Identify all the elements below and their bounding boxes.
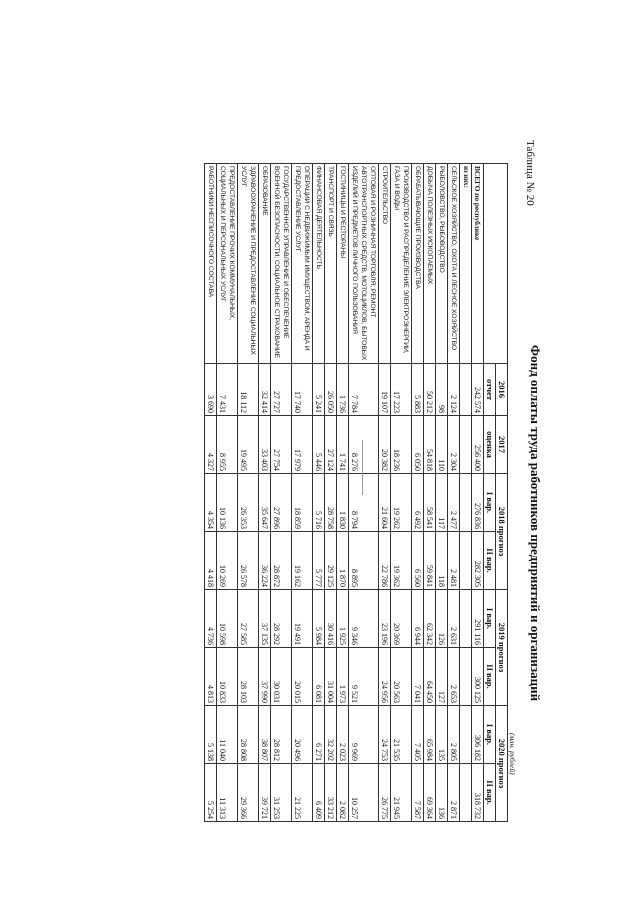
value-cell: 7 587 — [412, 764, 424, 822]
value-cell — [460, 706, 472, 764]
value-cell: 136 — [436, 764, 448, 822]
row-label: ПРЕДОСТАВЛЕНИЕ ПРОЧИХ КОММУНАЛЬНЫХ, СОЦИАЛЬНЫХ И ПЕРСОНАЛЬНЫХ УСЛУГ — [217, 164, 238, 364]
value-cell: 58 541 — [424, 474, 436, 532]
value-cell: 20 496 — [292, 706, 313, 764]
header-label-cell — [484, 164, 508, 364]
value-cell: 11 040 — [217, 706, 238, 764]
value-cell: 306 182 — [472, 706, 484, 764]
value-cell: 8 955 — [217, 416, 238, 474]
header-sub: I вар. — [484, 706, 496, 764]
header-year: 2018 прогноз — [496, 474, 508, 590]
value-cell: 28 292 — [271, 590, 292, 648]
value-cell: 8 794 — [349, 474, 379, 532]
value-cell — [460, 532, 472, 590]
value-cell: 65 984 — [424, 706, 436, 764]
value-cell: 18 236 — [391, 416, 412, 474]
value-cell: 18 112 — [238, 364, 259, 416]
header-sub: II вар. — [484, 648, 496, 706]
value-cell: 64 450 — [424, 648, 436, 706]
value-cell: 2 023 — [337, 706, 349, 764]
header-year: 2020 прогноз — [496, 706, 508, 822]
value-cell: 291 116 — [472, 590, 484, 648]
value-cell: 19 491 — [292, 590, 313, 648]
value-cell: 98 — [436, 364, 448, 416]
value-cell: 37 135 — [259, 590, 271, 648]
value-cell: 69 364 — [424, 764, 436, 822]
value-cell — [460, 416, 472, 474]
value-cell: 36 224 — [259, 532, 271, 590]
value-cell: 20 382 — [379, 416, 391, 474]
value-cell: 118 — [436, 532, 448, 590]
row-label: из них: — [460, 164, 472, 364]
value-cell: 28 758 — [325, 474, 337, 532]
value-cell: 31 253 — [271, 764, 292, 822]
value-cell: 242 574 — [472, 364, 484, 416]
value-cell: 20 563 — [391, 648, 412, 706]
value-cell: 24 753 — [379, 706, 391, 764]
value-cell: 126 — [436, 590, 448, 648]
table-body — [205, 164, 484, 822]
value-cell: 2 124 — [448, 364, 460, 416]
value-cell: 32 202 — [325, 706, 337, 764]
row-label: ОБРАБАТЫВАЮЩИЕ ПРОИЗВОДСТВА — [412, 164, 424, 364]
table-row — [271, 164, 292, 822]
value-cell: 110 — [436, 416, 448, 474]
table-title: Фонд оплаты труда работников предприятий и организаций — [528, 344, 543, 702]
value-cell: 28 808 — [238, 706, 259, 764]
value-cell — [460, 474, 472, 532]
header-year: 2016 — [496, 364, 508, 416]
table-row — [391, 164, 412, 822]
value-cell: 2 082 — [337, 764, 349, 822]
header-year: 2019 прогноз — [496, 590, 508, 706]
row-label: ОБРАЗОВАНИЕ — [259, 164, 271, 364]
table-row — [313, 164, 325, 822]
header-sub: I вар. — [484, 474, 496, 532]
value-cell: 1 925 — [337, 590, 349, 648]
value-cell: 9 521 — [349, 648, 379, 706]
table-row — [325, 164, 337, 822]
value-cell: 135 — [436, 706, 448, 764]
value-cell: 10 833 — [217, 648, 238, 706]
value-cell: 26 578 — [238, 532, 259, 590]
value-cell: 19 362 — [391, 532, 412, 590]
header-sub: отчет — [484, 364, 496, 416]
value-cell: 17 740 — [292, 364, 313, 416]
value-cell: 54 818 — [424, 416, 436, 474]
value-cell: 10 257 — [349, 764, 379, 822]
table-row — [337, 164, 349, 822]
value-cell: 29 125 — [325, 532, 337, 590]
value-cell: 19 262 — [391, 474, 412, 532]
value-cell: 30 031 — [271, 648, 292, 706]
value-cell: 4 327 — [205, 416, 217, 474]
value-cell: 21 604 — [379, 474, 391, 532]
value-cell: 4 813 — [205, 648, 217, 706]
value-cell: 28 812 — [271, 706, 292, 764]
value-cell: 9 969 — [349, 706, 379, 764]
table-row — [292, 164, 313, 822]
value-cell — [460, 590, 472, 648]
value-cell: 33 212 — [325, 764, 337, 822]
row-label: ГОСТИНИЦЫ И РЕСТОРАНЫ — [337, 164, 349, 364]
scan-mark — [362, 440, 363, 495]
value-cell: 19 495 — [238, 416, 259, 474]
value-cell: 27 727 — [271, 364, 292, 416]
value-cell: 6 050 — [412, 416, 424, 474]
value-cell: 17 223 — [391, 364, 412, 416]
row-label: СЕЛЬСКОЕ ХОЗЯЙСТВО, ОХОТА И ЛЕСНОЕ ХОЗЯЙСТВО — [448, 164, 460, 364]
value-cell: 21 535 — [391, 706, 412, 764]
table-row — [238, 164, 259, 822]
value-cell: 27 896 — [271, 474, 292, 532]
row-label: РЫБОЛОВСТВО, РЫБОВОДСТВО — [436, 164, 448, 364]
value-cell: 27 754 — [271, 416, 292, 474]
value-cell: 6 409 — [313, 764, 325, 822]
payroll-fund-table — [204, 163, 508, 822]
header-sub: II вар. — [484, 532, 496, 590]
value-cell: 28 872 — [271, 532, 292, 590]
value-cell: 5 254 — [205, 764, 217, 822]
value-cell: 8 276 — [349, 416, 379, 474]
value-cell: 276 836 — [472, 474, 484, 532]
value-cell: 5 777 — [313, 532, 325, 590]
row-label: ОПЕРАЦИИ С НЕДВИЖИМЫМ ИМУЩЕСТВОМ, АРЕНДА И ПРЕДОСТАВЛЕНИЕ УСЛУГ — [292, 164, 313, 364]
value-cell: 2 477 — [448, 474, 460, 532]
value-cell: 26 353 — [238, 474, 259, 532]
value-cell: 2 653 — [448, 648, 460, 706]
value-cell: 117 — [436, 474, 448, 532]
value-cell: 2 871 — [448, 764, 460, 822]
value-cell: 1 973 — [337, 648, 349, 706]
value-cell: 5 716 — [313, 474, 325, 532]
value-cell: 1 870 — [337, 532, 349, 590]
value-cell: 10 269 — [217, 532, 238, 590]
value-cell: 21 225 — [292, 764, 313, 822]
row-label: ДОБЫЧА ПОЛЕЗНЫХ ИСКОПАЕМЫХ — [424, 164, 436, 364]
row-label: СТРОИТЕЛЬСТВО — [379, 164, 391, 364]
value-cell: 5 446 — [313, 416, 325, 474]
header-sub: II вар. — [484, 764, 496, 822]
table-row — [436, 164, 448, 822]
value-cell: 4 354 — [205, 474, 217, 532]
value-cell: 22 786 — [379, 532, 391, 590]
value-cell: 23 196 — [379, 590, 391, 648]
value-cell: 256 400 — [472, 416, 484, 474]
table-row — [259, 164, 271, 822]
value-cell: 7 431 — [217, 364, 238, 416]
table-row — [205, 164, 217, 822]
value-cell — [460, 364, 472, 416]
row-label: ОПТОВАЯ И РОЗНИЧНАЯ ТОРГОВЛЯ; РЕМОНТ АВТОТРАНСПОРТНЫХ СРЕДСТВ, МОТОЦИКЛОВ, БЫТОВЫХ ИЗДЕЛИЙ И ПРЕДМЕТОВ ЛИЧНОГО ПОЛЬЗОВАНИЯ — [349, 164, 379, 364]
header-sub: оценка — [484, 416, 496, 474]
value-cell: 2 805 — [448, 706, 460, 764]
table-number: Таблица № 20 — [524, 140, 536, 206]
value-cell: 6 944 — [412, 590, 424, 648]
row-label: ЗДРАВООХРАНЕНИЕ И ПРЕДОСТАВЛЕНИЕ СОЦИАЛЬНЫХ УСЛУГ — [238, 164, 259, 364]
value-cell: 37 990 — [259, 648, 271, 706]
value-cell: 8 895 — [349, 532, 379, 590]
header-row-years — [496, 164, 508, 822]
value-cell: 7 041 — [412, 648, 424, 706]
row-label: РАБОТНИКИ НЕСПИСОЧНОГО СОСТАВА — [205, 164, 217, 364]
value-cell: 2 481 — [448, 532, 460, 590]
value-cell: 4 418 — [205, 532, 217, 590]
value-cell: 5 241 — [313, 364, 325, 416]
table-row — [424, 164, 436, 822]
value-cell: 5 138 — [205, 706, 217, 764]
value-cell: 7 784 — [349, 364, 379, 416]
value-cell: 6 492 — [412, 474, 424, 532]
value-cell: 32 414 — [259, 364, 271, 416]
value-cell: 11 313 — [217, 764, 238, 822]
value-cell: 2 631 — [448, 590, 460, 648]
rotated-table-block — [113, 163, 543, 883]
row-label: ВСЕГО по республике — [472, 164, 484, 364]
value-cell: 26 775 — [379, 764, 391, 822]
value-cell: 50 212 — [424, 364, 436, 416]
row-label: ГОСУДАРСТВЕННОЕ УПРАВЛЕНИЕ И ОБЕСПЕЧЕНИЕ ВОЕННОЙ БЕЗОПАСНОСТИ; СОЦИАЛЬНОЕ СТРАХОВАНИЕ — [271, 164, 292, 364]
value-cell: 5 984 — [313, 590, 325, 648]
value-cell: 6 081 — [313, 648, 325, 706]
value-cell: 3 690 — [205, 364, 217, 416]
table-row — [460, 164, 472, 822]
value-cell: 28 103 — [238, 648, 259, 706]
value-cell: 4 736 — [205, 590, 217, 648]
value-cell: 2 304 — [448, 416, 460, 474]
value-cell: 20 369 — [391, 590, 412, 648]
value-cell: 20 015 — [292, 648, 313, 706]
header-sub: I вар. — [484, 590, 496, 648]
value-cell: 1 736 — [337, 364, 349, 416]
value-cell: 39 721 — [259, 764, 271, 822]
value-cell: 30 416 — [325, 590, 337, 648]
table-row — [472, 164, 484, 822]
table-row — [448, 164, 460, 822]
value-cell: 19 162 — [292, 532, 313, 590]
value-cell: 38 807 — [259, 706, 271, 764]
value-cell: 282 305 — [472, 532, 484, 590]
row-label: ТРАНСПОРТ И СВЯЗЬ — [325, 164, 337, 364]
value-cell: 10 598 — [217, 590, 238, 648]
value-cell: 7 405 — [412, 706, 424, 764]
value-cell: 27 124 — [325, 416, 337, 474]
value-cell — [460, 648, 472, 706]
value-cell: 21 945 — [391, 764, 412, 822]
value-cell: 6 271 — [313, 706, 325, 764]
table-row — [412, 164, 424, 822]
table-row — [379, 164, 391, 822]
table-row — [349, 164, 379, 822]
value-cell: 29 366 — [238, 764, 259, 822]
value-cell: 318 732 — [472, 764, 484, 822]
value-cell: 33 403 — [259, 416, 271, 474]
value-cell: 5 883 — [412, 364, 424, 416]
unit-note: (млн. рублей) — [508, 733, 517, 775]
value-cell: 27 585 — [238, 590, 259, 648]
value-cell: 59 841 — [424, 532, 436, 590]
value-cell: 6 560 — [412, 532, 424, 590]
row-label: ПРОИЗВОДСТВО И РАСПРЕДЕЛЕНИЕ ЭЛЕКТРОЭНЕРГИИ, ГАЗА И ВОДЫ — [391, 164, 412, 364]
value-cell — [460, 764, 472, 822]
value-cell: 17 979 — [292, 416, 313, 474]
table-row — [217, 164, 238, 822]
value-cell: 31 004 — [325, 648, 337, 706]
value-cell: 35 647 — [259, 474, 271, 532]
value-cell: 127 — [436, 648, 448, 706]
value-cell: 19 107 — [379, 364, 391, 416]
value-cell: 26 050 — [325, 364, 337, 416]
value-cell: 1 830 — [337, 474, 349, 532]
value-cell: 9 346 — [349, 590, 379, 648]
row-label: ФИНАНСОВАЯ ДЕЯТЕЛЬНОСТЬ — [313, 164, 325, 364]
value-cell: 10 136 — [217, 474, 238, 532]
value-cell: 62 342 — [424, 590, 436, 648]
value-cell: 24 956 — [379, 648, 391, 706]
value-cell: 1 741 — [337, 416, 349, 474]
value-cell: 18 859 — [292, 474, 313, 532]
header-year: 2017 — [496, 416, 508, 474]
value-cell: 300 125 — [472, 648, 484, 706]
